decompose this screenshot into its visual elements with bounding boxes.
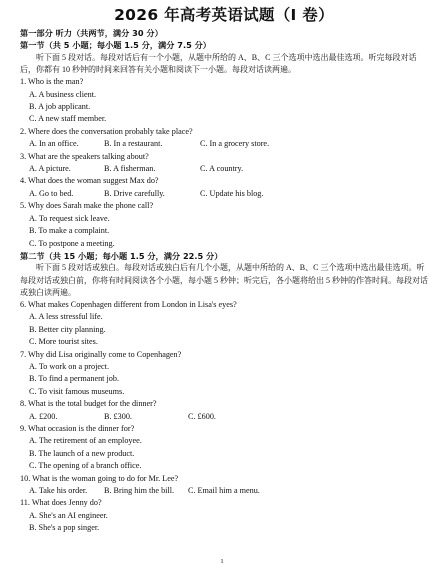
question — [20, 151, 428, 176]
question-stem: 8. What is the total budget for the dinner? — [20, 399, 157, 409]
answer-option: B. To make a complaint. — [29, 226, 110, 236]
question-stem: 9. What occasion is the dinner for? — [20, 423, 135, 433]
answer-option: A. To request sick leave. — [29, 213, 110, 223]
question-stem: 7. Why did Lisa originally come to Copenhagen? — [20, 349, 182, 359]
answer-option: A. A less stressful life. — [29, 312, 103, 322]
section1-heading: 第一节（共 5 小题；每小题 1.5 分，满分 7.5 分） — [20, 40, 211, 51]
question — [20, 473, 428, 498]
answer-option: A. A business client. — [29, 89, 97, 99]
answer-option: A. Take his order. — [29, 486, 88, 496]
answer-option: C. To visit famous museums. — [29, 386, 125, 396]
answer-option: C. The opening of a branch office. — [29, 461, 142, 471]
page-number: 1 — [220, 557, 224, 565]
question — [20, 349, 428, 399]
question-stem: 3. What are the speakers talking about? — [20, 151, 149, 161]
answer-option: B. Drive carefully. — [104, 188, 165, 198]
answer-options-row — [20, 411, 428, 423]
answer-option: A. Go to bed. — [29, 188, 74, 198]
answer-option: C. To postpone a meeting. — [29, 238, 115, 248]
question — [20, 497, 428, 534]
question-stem: 2. Where does the conversation probably take place? — [20, 126, 193, 136]
answer-option: B. The launch of a new product. — [29, 448, 135, 458]
answer-option: C. £600. — [188, 411, 216, 421]
answer-options-row — [20, 138, 428, 150]
answer-option: A. To work on a project. — [29, 361, 109, 371]
answer-option: A. A picture. — [29, 164, 71, 174]
answer-option: A. She's an AI engineer. — [29, 510, 108, 520]
answer-option: C. Email him a menu. — [188, 486, 260, 496]
answer-option: A. £200. — [29, 411, 58, 421]
question-stem: 6. What makes Copenhagen different from London in Lisa's eyes? — [20, 299, 237, 309]
answer-option: B. A job applicant. — [29, 102, 91, 112]
question-stem: 10. What is the woman going to do for Mr. Lee? — [20, 473, 179, 483]
answer-option: B. £300. — [104, 411, 132, 421]
question — [20, 76, 428, 126]
answer-option: B. A fisherman. — [104, 164, 156, 174]
question-stem: 1. Who is the man? — [20, 77, 84, 87]
question — [20, 423, 428, 473]
answer-option: A. In an office. — [29, 139, 79, 149]
answer-option: B. Better city planning. — [29, 324, 106, 334]
question — [20, 200, 428, 250]
question-stem: 5. Why does Sarah make the phone call? — [20, 201, 154, 211]
answer-option: C. A new staff member. — [29, 114, 107, 124]
answer-option: B. Bring him the bill. — [104, 486, 175, 496]
answer-options-row — [20, 485, 428, 497]
question — [20, 175, 428, 200]
answer-option: A. The retirement of an employee. — [29, 436, 142, 446]
part1-heading: 第一部分 听力（共两节，满分 30 分） — [20, 28, 163, 38]
answer-option: B. She's a pop singer. — [29, 523, 100, 533]
answer-option: C. In a grocery store. — [200, 139, 270, 149]
section2-heading: 第二节（共 15 小题；每小题 1.5 分，满分 22.5 分） — [20, 250, 223, 261]
answer-options-row — [20, 188, 428, 200]
question — [20, 126, 428, 151]
section2-instruction: 听下面 5 段对话或独白。每段对话或独白后有几个小题，从题中所给的 A、B、C 三个选项中选出最佳选项。听每段对话或独白前，你将有时间阅读各个小题，每小题 5 秒钟；听完后，各小题将给出 5 秒钟的作答时间。每段对话或独白读两遍。 — [20, 263, 428, 297]
answer-option: B. To find a permanent job. — [29, 374, 120, 384]
question-stem: 4. What does the woman suggest Max do? — [20, 176, 159, 186]
answer-option: B. In a restaurant. — [104, 139, 163, 149]
answer-option: C. More tourist sites. — [29, 337, 98, 347]
answer-option: C. Update his blog. — [200, 188, 264, 198]
question — [20, 398, 428, 423]
answer-options-row — [20, 163, 428, 175]
section1-instruction: 听下面 5 段对话。每段对话后有一个小题，从题中所给的 A、B、C 三个选项中选出最佳选项。听完每段对话后，你都有 10 秒钟的时间来回答有关小题和阅读下一小题。每段对话读两遍。 — [20, 52, 417, 75]
answer-option: C. A country. — [200, 164, 244, 174]
question — [20, 299, 428, 349]
question-stem: 11. What does Jenny do? — [20, 498, 102, 508]
exam-title: 2026 年高考英语试题（I 卷） — [114, 6, 334, 24]
